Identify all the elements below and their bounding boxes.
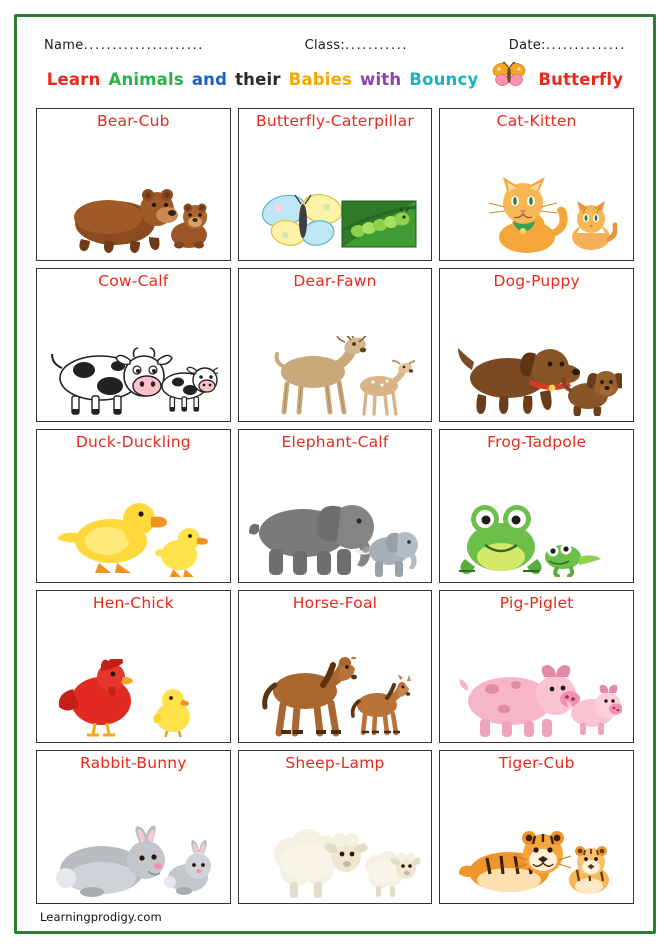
title-word-and: and [191, 69, 228, 89]
name-field-label: Name [44, 38, 84, 53]
animal-card-cat[interactable] [439, 108, 634, 262]
class-field-label: Class: [304, 38, 346, 53]
animal-card-duck[interactable] [36, 429, 231, 583]
bear-illustration [40, 132, 227, 257]
animal-card-bear[interactable] [36, 108, 231, 262]
title-word-learn: Learn [46, 69, 101, 89]
animal-card-hen[interactable] [36, 590, 231, 744]
animal-card-sheep[interactable] [238, 750, 433, 904]
date-field-dots: .............. [545, 38, 626, 53]
elephant-illustration [242, 453, 429, 578]
animal-card-label: Tiger-Cub [498, 754, 575, 773]
title-word-with: with [360, 69, 402, 89]
title-word-butterfly: Butterfly [538, 69, 624, 89]
title-word-babies: Babies [288, 69, 353, 89]
class-field[interactable] [305, 38, 408, 53]
animal-card-cow[interactable] [36, 268, 231, 422]
animal-card-label: Rabbit-Bunny [79, 754, 187, 773]
animal-card-label: Frog-Tadpole [487, 433, 587, 452]
pig-illustration [443, 614, 630, 739]
animal-card-butterfly[interactable] [238, 108, 433, 262]
animal-card-label: Sheep-Lamp [285, 754, 385, 773]
animal-card-label: Butterfly-Caterpillar [256, 111, 414, 130]
name-field-dots: ..................... [83, 38, 204, 53]
page-title [36, 65, 634, 96]
butterfly-illustration [242, 132, 429, 257]
cow-illustration [40, 293, 227, 418]
cat-illustration [443, 132, 630, 257]
tiger-illustration [443, 775, 630, 900]
name-field[interactable] [44, 38, 204, 53]
frog-illustration [443, 453, 630, 578]
hen-illustration [40, 614, 227, 739]
sheep-illustration [242, 775, 429, 900]
title-word-their: their [235, 69, 281, 89]
footer-site-credit: Learningprodigy.com [40, 910, 162, 924]
animal-card-elephant[interactable] [238, 429, 433, 583]
animal-card-label: Hen-Chick [92, 593, 174, 612]
dog-illustration [443, 293, 630, 418]
animal-card-label: Dog-Puppy [493, 272, 580, 291]
animal-card-pig[interactable] [439, 590, 634, 744]
animal-card-grid [36, 108, 634, 904]
animal-card-label: Cat-Kitten [496, 111, 577, 130]
duck-illustration [40, 453, 227, 578]
rabbit-illustration [40, 775, 227, 900]
date-field-label: Date: [508, 38, 546, 53]
animal-card-dog[interactable] [439, 268, 634, 422]
date-field[interactable] [509, 38, 626, 53]
animal-card-deer[interactable] [238, 268, 433, 422]
animal-card-label: Dear-Fawn [293, 272, 377, 291]
animal-card-label: Duck-Duckling [75, 433, 191, 452]
animal-card-frog[interactable] [439, 429, 634, 583]
animal-card-label: Elephant-Calf [281, 433, 389, 452]
butterfly-icon [491, 62, 527, 93]
horse-illustration [242, 614, 429, 739]
title-word-animals: Animals [108, 69, 184, 89]
student-info-row [36, 32, 634, 53]
deer-illustration [242, 293, 429, 418]
animal-card-rabbit[interactable] [36, 750, 231, 904]
animal-card-label: Cow-Calf [98, 272, 169, 291]
animal-card-label: Pig-Piglet [499, 593, 574, 612]
animal-card-horse[interactable] [238, 590, 433, 744]
class-field-dots: ........... [345, 38, 409, 53]
title-word-bouncy: Bouncy [409, 69, 479, 89]
animal-card-label: Horse-Foal [292, 593, 378, 612]
animal-card-label: Bear-Cub [96, 111, 170, 130]
animal-card-tiger[interactable] [439, 750, 634, 904]
